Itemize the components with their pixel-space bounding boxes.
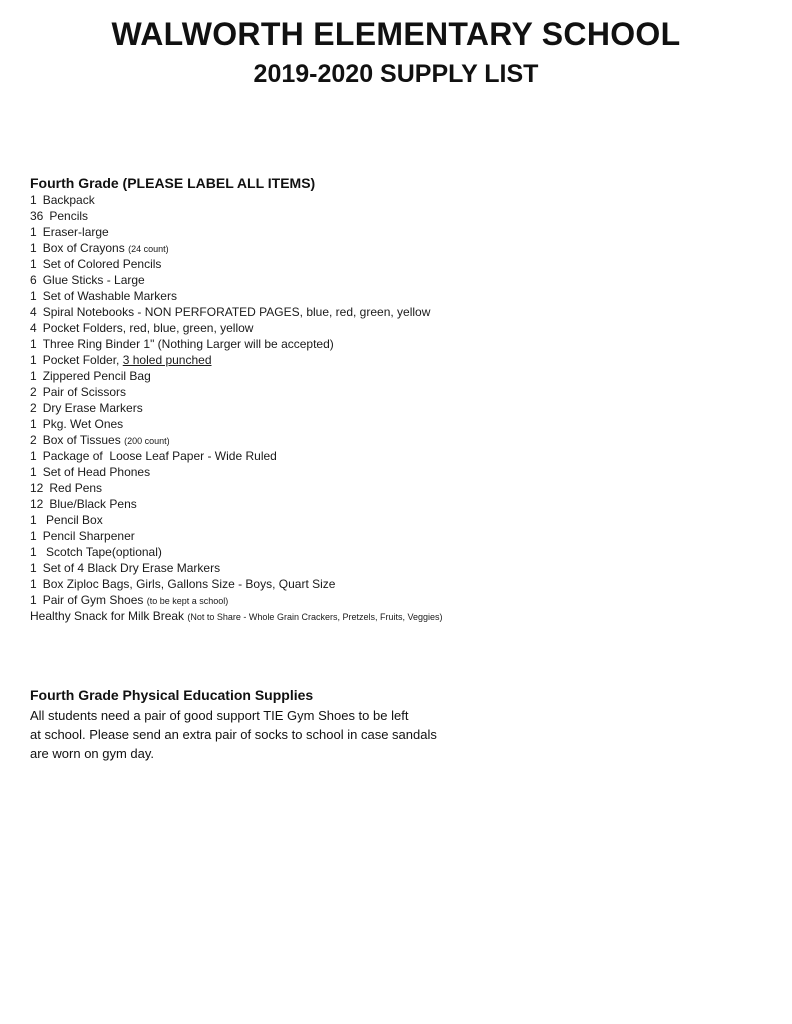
- supply-description: Dry Erase Markers: [42, 401, 143, 415]
- supply-description: Blue/Black Pens: [49, 497, 137, 511]
- supply-item: [30, 416, 443, 432]
- supply-quantity: 1: [30, 513, 37, 527]
- supply-item: [30, 368, 443, 384]
- supply-quantity: 2: [30, 385, 37, 399]
- supply-item: [30, 256, 443, 272]
- fourth-grade-supply-section: [30, 174, 443, 624]
- supply-quantity: 1: [30, 545, 37, 559]
- supply-item: [30, 288, 443, 304]
- pe-instruction-line: at school. Please send an extra pair of socks to school in case sandals: [30, 727, 437, 742]
- supply-description: Pocket Folders, red, blue, green, yellow: [42, 321, 254, 335]
- supply-description: Package of Loose Leaf Paper - Wide Ruled: [42, 449, 277, 463]
- supply-description: Backpack: [42, 193, 95, 207]
- supply-emphasis: 3 holed punched: [122, 353, 212, 367]
- supply-item: [30, 224, 443, 240]
- supply-quantity: 1: [30, 257, 37, 271]
- pe-instruction-line: All students need a pair of good support TIE Gym Shoes to be left: [30, 708, 409, 723]
- supply-quantity: 1: [30, 529, 37, 543]
- supply-description: Set of Washable Markers: [42, 289, 177, 303]
- supply-quantity: 1: [30, 369, 37, 383]
- supply-quantity: 2: [30, 401, 37, 415]
- supply-description: Pair of Scissors: [42, 385, 127, 399]
- supply-note: (24 count): [128, 244, 169, 254]
- supply-item: [30, 544, 443, 560]
- supply-quantity: 1: [30, 593, 37, 607]
- supply-quantity: 1: [30, 449, 37, 463]
- supply-item: [30, 528, 443, 544]
- supply-description: Zippered Pencil Bag: [42, 369, 151, 383]
- supply-description: Spiral Notebooks - NON PERFORATED PAGES, blue, red, green, yellow: [42, 305, 431, 319]
- supply-description: Set of Colored Pencils: [42, 257, 162, 271]
- supply-quantity: 1: [30, 225, 37, 239]
- supply-description: Three Ring Binder 1" (Nothing Larger will be accepted): [42, 337, 334, 351]
- supply-item: [30, 576, 443, 592]
- supply-item: [30, 192, 443, 208]
- supply-description: Pocket Folder,: [42, 353, 120, 367]
- supply-description: Scotch Tape(optional): [42, 545, 162, 559]
- supply-quantity: 2: [30, 433, 37, 447]
- supply-description: Set of Head Phones: [42, 465, 151, 479]
- supply-quantity: 1: [30, 561, 37, 575]
- supply-item: [30, 592, 443, 608]
- supply-note: (200 count): [124, 436, 170, 446]
- supply-description: Set of 4 Black Dry Erase Markers: [42, 561, 221, 575]
- supply-section-heading: Fourth Grade (PLEASE LABEL ALL ITEMS): [30, 175, 316, 191]
- supply-item: [30, 496, 443, 512]
- supply-quantity: 1: [30, 465, 37, 479]
- supply-list-title: 2019-2020 SUPPLY LIST: [253, 60, 539, 88]
- supply-description: Healthy Snack for Milk Break: [30, 609, 185, 623]
- supply-item: [30, 208, 443, 224]
- supply-note: (Not to Share - Whole Grain Crackers, Pretzels, Fruits, Veggies): [187, 612, 443, 622]
- supply-quantity: 12: [30, 481, 44, 495]
- supply-description: Box of Crayons: [42, 241, 125, 255]
- supply-description: Red Pens: [49, 481, 103, 495]
- supply-description: Eraser-large: [42, 225, 109, 239]
- supply-item: [30, 272, 443, 288]
- supply-quantity: 1: [30, 353, 37, 367]
- supply-item: [30, 336, 443, 352]
- school-name: WALWORTH ELEMENTARY SCHOOL: [111, 16, 681, 52]
- supply-description: Box Ziploc Bags, Girls, Gallons Size - Boys, Quart Size: [42, 577, 336, 591]
- supply-quantity: 1: [30, 417, 37, 431]
- supply-quantity: 1: [30, 289, 37, 303]
- supply-item: [30, 400, 443, 416]
- supply-item: [30, 448, 443, 464]
- supply-item: [30, 240, 443, 256]
- supply-note: (to be kept a school): [146, 596, 229, 606]
- pe-instruction-line: are worn on gym day.: [30, 746, 155, 761]
- supply-quantity: 4: [30, 305, 37, 319]
- supply-item: [30, 512, 443, 528]
- supply-item: [30, 352, 443, 368]
- supply-description: Glue Sticks - Large: [42, 273, 145, 287]
- supply-quantity: 1: [30, 337, 37, 351]
- supply-description: Pkg. Wet Ones: [42, 417, 124, 431]
- supply-item: [30, 432, 443, 448]
- supply-description: Pencils: [49, 209, 89, 223]
- supply-description: Pair of Gym Shoes: [42, 593, 144, 607]
- supply-quantity: 1: [30, 193, 37, 207]
- pe-supplies-section: [30, 686, 437, 763]
- supply-quantity: 1: [30, 241, 37, 255]
- supply-description: Pencil Sharpener: [42, 529, 135, 543]
- supply-item: [30, 480, 443, 496]
- supply-item: [30, 560, 443, 576]
- pe-section-heading: Fourth Grade Physical Education Supplies: [30, 687, 314, 703]
- supply-quantity: 12: [30, 497, 44, 511]
- supply-item: [30, 304, 443, 320]
- supply-item: [30, 320, 443, 336]
- supply-quantity: 6: [30, 273, 37, 287]
- supply-item: [30, 464, 443, 480]
- supply-item: [30, 608, 443, 624]
- supply-list: [30, 192, 443, 624]
- supply-item: [30, 384, 443, 400]
- supply-quantity: 1: [30, 577, 37, 591]
- supply-quantity: 36: [30, 209, 44, 223]
- supply-description: Box of Tissues: [42, 433, 121, 447]
- pe-instructions: [30, 706, 437, 763]
- supply-quantity: 4: [30, 321, 37, 335]
- supply-description: Pencil Box: [42, 513, 103, 527]
